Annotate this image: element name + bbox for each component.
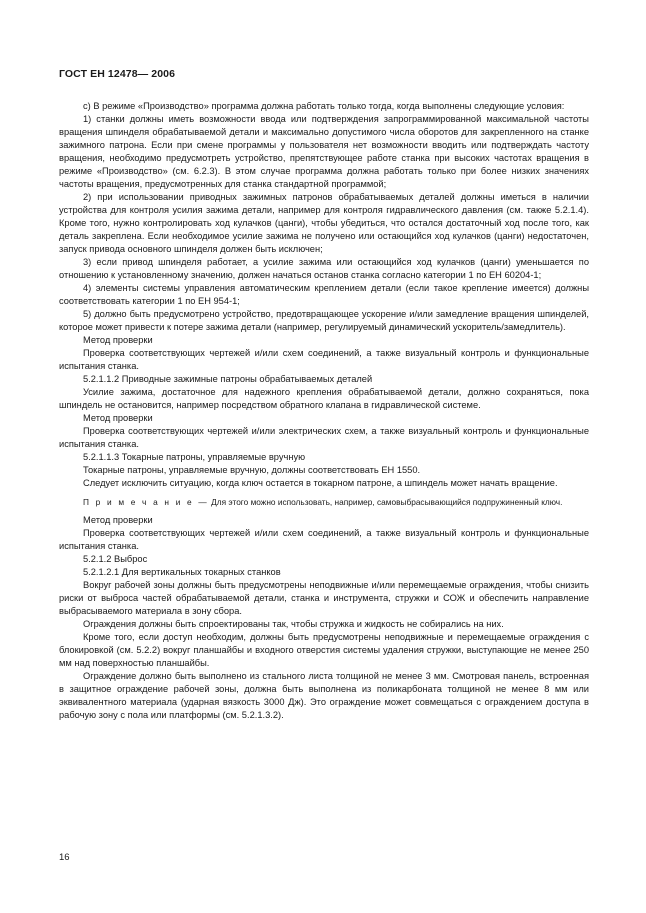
note-label: П р и м е ч а н и е —	[83, 497, 209, 507]
method-heading: Метод проверки	[83, 413, 153, 423]
paragraph: Следует исключить ситуацию, когда ключ остается в токарном патроне, а шпиндель может начать вращение.	[83, 478, 558, 488]
paragraph: Ограждение должно быть выполнено из стального листа толщиной не менее 3 мм. Смотровая панель, встроенная в защитное ограждение рабочей зоны, должна быть выполнена из поликарбоната толщиной не менее 8 мм или эквивалентного материала (ударная вязкость 3000 Дж). Это ограждение может совмещаться с ограждением доступа в рабочую зону с пола или платформы (см. 5.2.1.3.2).	[59, 671, 589, 720]
paragraph: Проверка соответствующих чертежей и/или схем соединений, а также визуальный контроль и функциональные испытания станка.	[59, 348, 589, 371]
paragraph: 4) элементы системы управления автоматическим креплением детали (если такое крепление имеется) должны соответствовать категории 1 по ЕН 954-1;	[59, 283, 589, 306]
standard-code-header: ГОСТ ЕН 12478— 2006	[59, 68, 176, 80]
paragraph: Вокруг рабочей зоны должны быть предусмотрены неподвижные и/или перемещаемые ограждения, чтобы снизить риски от выброса частей обрабатываемой детали, станка и инструмента, стружки и СОЖ и обеспечить направление выбрасываемого материала в зону сбора.	[59, 580, 589, 616]
method-heading: Метод проверки	[83, 335, 153, 345]
paragraph: Проверка соответствующих чертежей и/или схем соединений, а также визуальный контроль и функциональные испытания станка.	[59, 528, 589, 551]
paragraph: с) В режиме «Производство» программа должна работать только тогда, когда выполнены следующие условия:	[83, 101, 565, 111]
paragraph: Кроме того, если доступ необходим, должны быть предусмотрены неподвижные и перемещаемые ограждения с блокировкой (см. 5.2.2) вокруг планшайбы и входного отверстия системы удаления стружки, выступающие не менее 250 мм над поверхностью планшайбы.	[59, 632, 589, 668]
paragraph: 2) при использовании приводных зажимных патронов обрабатываемых деталей должны иметься в наличии устройства для контроля усилия зажима детали, например для контроля гидравлического давления (см. также 5.2.1.4). Кроме того, нужно контролировать ход кулачков (цанги), чтобы убедиться, что остался достаточный ход после того, как деталь закреплена. Если необходимое усилие зажима не получено или остающийся ход кулачков (цанги) недостаточен, запуск привода основного шпинделя должен быть исключен;	[59, 192, 589, 254]
method-heading: Метод проверки	[83, 515, 153, 525]
document-body	[59, 100, 589, 722]
paragraph: Усилие зажима, достаточное для надежного крепления обрабатываемой детали, должно сохраняться, пока шпиндель не остановится, например посредством обратного клапана в гидравлической системе.	[59, 387, 589, 410]
page-number: 16	[59, 852, 70, 863]
paragraph: Токарные патроны, управляемые вручную, должны соответствовать ЕН 1550.	[83, 465, 421, 475]
section-heading: 5.2.1.2.1 Для вертикальных токарных станков	[83, 567, 281, 577]
paragraph: Ограждения должны быть спроектированы так, чтобы стружка и жидкость не собирались на них.	[83, 619, 504, 629]
note-text: Для этого можно использовать, например, самовыбрасывающийся подпружиненный ключ.	[211, 497, 563, 507]
paragraph: Проверка соответствующих чертежей и/или электрических схем, а также визуальный контроль и функциональные испытания станка.	[59, 426, 589, 449]
section-heading: 5.2.1.2 Выброс	[83, 554, 148, 564]
paragraph: 3) если привод шпинделя работает, а усилие зажима или остающийся ход кулачков (цанги) уменьшается по отношению к установленному значению, должен начаться останов станка согласно категории 1 по ЕН 60204-1;	[59, 257, 589, 280]
note	[59, 496, 589, 508]
section-heading: 5.2.1.1.3 Токарные патроны, управляемые вручную	[83, 452, 306, 462]
paragraph: 1) станки должны иметь возможности ввода или подтверждения запрограммированной максимальной частоты вращения шпинделя обрабатываемой детали и максимально допустимого числа оборотов для закрепленного на станке зажимного патрона. Если при смене программы у пользователя нет возможности вводить или подтверждать частоту вращения, необходимо предусмотреть устройство, препятствующее работе станка при высоких частотах вращения в режиме «Производство» (см. 6.2.3). В этом случае программа должна работать только при более низких значениях частоты вращения, предусмотренных для станка стандартной программой;	[59, 114, 589, 189]
section-heading: 5.2.1.1.2 Приводные зажимные патроны обрабатываемых деталей	[83, 374, 373, 384]
paragraph: 5) должно быть предусмотрено устройство, предотвращающее ускорение и/или замедление вращения шпинделей, которое может привести к потере зажима детали (например, регулируемый динамический ускоритель/замедлитель).	[59, 309, 589, 332]
